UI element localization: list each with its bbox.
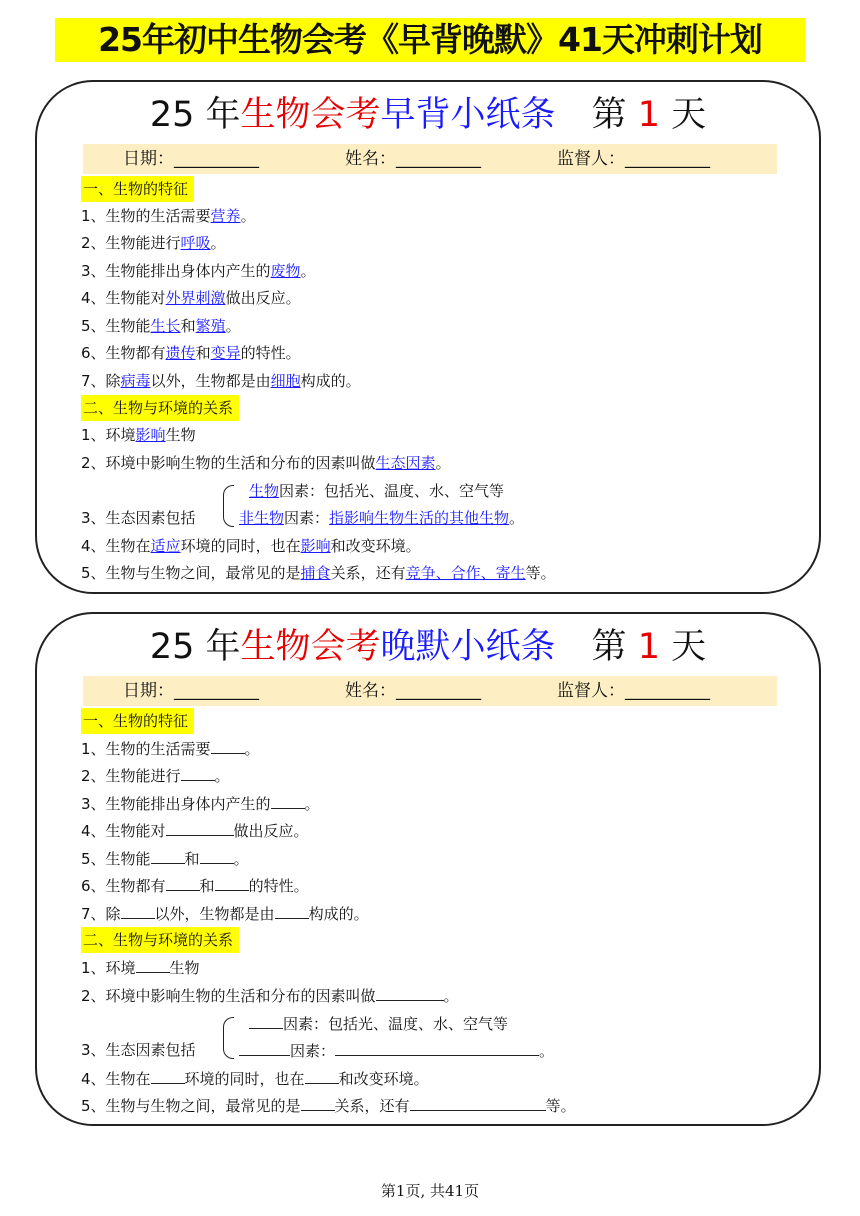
list-item: 2、生物能进行 。	[81, 762, 230, 788]
answer-text: 非生物	[239, 509, 285, 527]
title-day-prefix: 第	[591, 95, 627, 135]
fill-blank[interactable]	[410, 1092, 546, 1111]
answer-text: 生物	[249, 482, 280, 500]
list-item: 6、生物都有遗传和变异的特性。	[81, 344, 301, 362]
list-item: 因素： 。	[239, 1037, 554, 1063]
answer-text: 影响	[300, 537, 331, 555]
date-field[interactable]: 日期：__________	[123, 681, 259, 701]
list-item: 4、生物能对 做出反应。	[81, 817, 309, 843]
name-field[interactable]: 姓名：__________	[345, 681, 481, 701]
title-year: 25 年	[149, 95, 241, 135]
morning-note-card	[35, 80, 821, 594]
list-item: 因素：包括光、温度、水、空气等	[249, 1010, 508, 1036]
list-item: 2、生物能进行呼吸。	[81, 234, 226, 252]
fill-blank[interactable]	[335, 1037, 539, 1056]
list-item: 2、环境中影响生物的生活和分布的因素叫做生态因素。	[81, 454, 451, 472]
fill-blank[interactable]	[200, 845, 234, 864]
fill-blank[interactable]	[275, 900, 309, 919]
answer-text: 病毒	[120, 372, 151, 390]
list-item: 3、生态因素包括	[81, 509, 196, 527]
morning-card-title	[37, 92, 819, 138]
list-item: 1、生物的生活需要营养。	[81, 207, 256, 225]
section-heading: 二、生物与环境的关系	[81, 927, 239, 953]
fill-blank[interactable]	[181, 762, 215, 781]
fill-blank[interactable]	[121, 900, 155, 919]
list-item: 4、生物能对外界刺激做出反应。	[81, 289, 301, 307]
page-number: 第1页, 共41页	[380, 1182, 480, 1200]
list-item: 5、生物能生长和繁殖。	[81, 317, 241, 335]
fill-blank[interactable]	[151, 845, 185, 864]
list-item: 3、生态因素包括	[81, 1041, 196, 1059]
page-title: 25年初中生物会考《早背晚默》41天冲刺计划	[55, 18, 805, 62]
list-item: 生物因素：包括光、温度、水、空气等	[249, 482, 505, 500]
list-item: 5、生物与生物之间，最常见的是捕食关系，还有竞争、合作、寄生等。	[81, 564, 556, 582]
answer-text: 生长	[150, 317, 181, 335]
answer-text: 适应	[150, 537, 181, 555]
list-item: 1、环境 生物	[81, 954, 200, 980]
supervisor-field[interactable]: 监督人：__________	[557, 681, 710, 701]
fill-blank[interactable]	[151, 1065, 185, 1084]
answer-text: 遗传	[165, 344, 196, 362]
list-item: 2、环境中影响生物的生活和分布的因素叫做 。	[81, 982, 459, 1008]
fill-blank[interactable]	[305, 1065, 339, 1084]
answer-text: 变异	[210, 344, 241, 362]
answer-text: 影响	[135, 426, 166, 444]
list-item: 7、除 以外，生物都是由 构成的。	[81, 900, 369, 926]
supervisor-field[interactable]: 监督人：__________	[557, 149, 710, 169]
date-field[interactable]: 日期：__________	[123, 149, 259, 169]
fill-blank[interactable]	[166, 872, 200, 891]
brace-icon	[223, 1017, 234, 1059]
evening-note-card	[35, 612, 821, 1126]
list-item: 3、生物能排出身体内产生的 。	[81, 790, 320, 816]
list-item: 非生物因素：指影响生物生活的其他生物。	[239, 509, 525, 527]
fill-blank[interactable]	[376, 982, 444, 1001]
fill-blank[interactable]	[166, 817, 234, 836]
list-item: 1、环境影响生物	[81, 426, 196, 444]
name-field[interactable]: 姓名：__________	[345, 149, 481, 169]
answer-text: 细胞	[270, 372, 301, 390]
list-item: 5、生物能 和 。	[81, 845, 249, 871]
title-day-suffix: 天	[671, 95, 707, 135]
answer-text: 呼吸	[180, 234, 211, 252]
fill-blank[interactable]	[271, 790, 305, 809]
fill-blank[interactable]	[211, 735, 245, 754]
answer-text: 营养	[210, 207, 241, 225]
section-heading: 二、生物与环境的关系	[81, 395, 239, 421]
title-subject: 生物会考	[240, 95, 381, 135]
title-note-type: 晚默小纸条	[380, 627, 556, 667]
fill-blank[interactable]	[136, 954, 170, 973]
title-day-number: 1	[637, 95, 660, 135]
title-subject: 生物会考	[240, 627, 381, 667]
info-bar	[83, 676, 777, 706]
info-bar	[83, 144, 777, 174]
list-item: 3、生物能排出身体内产生的废物。	[81, 262, 316, 280]
fill-blank[interactable]	[215, 872, 249, 891]
fill-blank[interactable]	[301, 1092, 335, 1111]
answer-text: 捕食	[300, 564, 331, 582]
list-item: 7、除病毒以外，生物都是由细胞构成的。	[81, 372, 361, 390]
section-heading: 一、生物的特征	[81, 708, 194, 734]
answer-text: 外界刺激	[165, 289, 226, 307]
answer-text: 生态因素	[375, 454, 436, 472]
list-item: 6、生物都有 和 的特性。	[81, 872, 309, 898]
answer-text: 繁殖	[195, 317, 226, 335]
title-day-number: 1	[637, 627, 660, 667]
title-note-type: 早背小纸条	[380, 95, 556, 135]
evening-card-title	[37, 624, 819, 670]
list-item: 4、生物在适应环境的同时，也在影响和改变环境。	[81, 537, 421, 555]
list-item: 5、生物与生物之间，最常见的是 关系，还有 等。	[81, 1092, 576, 1118]
title-day-suffix: 天	[671, 627, 707, 667]
brace-icon	[223, 485, 234, 527]
list-item: 4、生物在 环境的同时，也在 和改变环境。	[81, 1065, 429, 1091]
fill-blank[interactable]	[239, 1037, 290, 1056]
answer-text: 废物	[270, 262, 301, 280]
list-item: 1、生物的生活需要 。	[81, 735, 260, 761]
answer-text: 竞争、合作、寄生	[405, 564, 526, 582]
answer-text: 指影响生物生活的其他生物	[329, 509, 510, 527]
fill-blank[interactable]	[249, 1010, 283, 1029]
section-heading: 一、生物的特征	[81, 176, 194, 202]
title-year: 25 年	[149, 627, 241, 667]
title-day-prefix: 第	[591, 627, 627, 667]
